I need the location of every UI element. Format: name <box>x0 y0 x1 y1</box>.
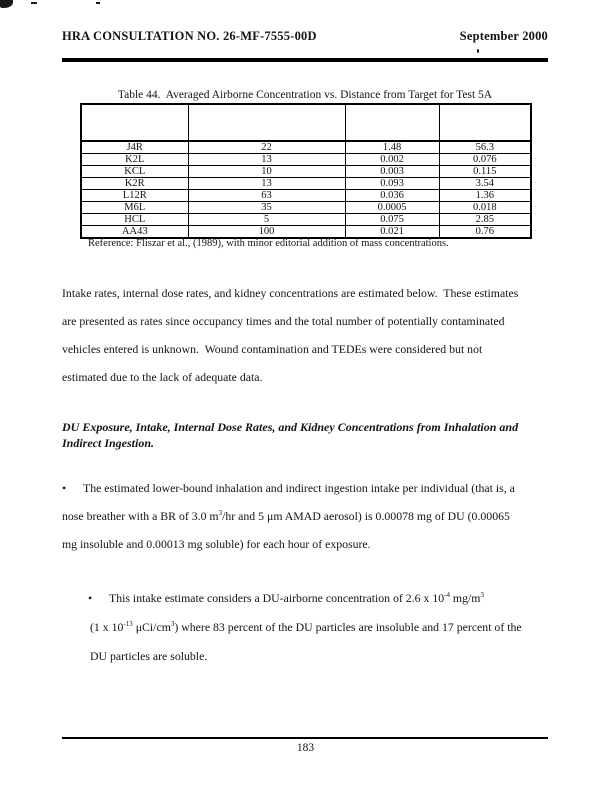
bullet-item-inhalation-intake <box>62 474 562 558</box>
table-header <box>81 104 531 141</box>
text-line: (1 x $10^{-13}$ μCi/$cm^3$) where 83 percent of the DU particles are insoluble and 17 percent of the <box>90 620 522 634</box>
table-row <box>81 190 531 202</box>
text-line: nose breather with a BR of 3.0 $m^3/hr$ and 5 μm AMAD aerosol) is 0.00078 mg of DU (0.00065 <box>62 509 510 523</box>
table-cell: J4R <box>81 141 188 154</box>
table-row <box>81 202 531 214</box>
col-header-du-mass-concentration <box>345 104 439 141</box>
paragraph-intake-rates <box>62 279 562 391</box>
bullet-icon: • <box>88 591 93 605</box>
table-row <box>81 141 531 154</box>
table-cell: 0.003 <box>345 166 439 178</box>
table-cell: KCL <box>81 166 188 178</box>
table-cell: 13 <box>188 154 345 166</box>
text-line: are presented as rates since occupancy times and the total number of potentially contaminated <box>62 314 505 328</box>
col-header-distance <box>188 104 345 141</box>
table-cell: 63 <box>188 190 345 202</box>
table-row <box>81 178 531 190</box>
report-date: September 2000 <box>459 29 548 43</box>
text-line: • The estimated lower-bound inhalation and indirect ingestion intake per individual (that is, a <box>62 474 562 502</box>
text-line: DU particles are soluble. <box>90 649 208 663</box>
table-row <box>81 214 531 226</box>
text-line: vehicles entered is unknown. Wound contamination and TEDEs were considered but not <box>62 342 483 356</box>
table-cell: 56.3 <box>439 141 531 154</box>
table-row <box>81 166 531 178</box>
table-cell: 2.85 <box>439 214 531 226</box>
table-cell: 100 <box>188 226 345 239</box>
table-row <box>81 154 531 166</box>
table-cell: L12R <box>81 190 188 202</box>
table-cell: 22 <box>188 141 345 154</box>
text-line: mg insoluble and 0.00013 mg soluble) for each hour of exposure. <box>62 537 371 551</box>
table-cell: 0.115 <box>439 166 531 178</box>
table-cell: 13 <box>188 178 345 190</box>
col-header-du-activity-concentration <box>439 104 531 141</box>
table-cell: AA43 <box>81 226 188 239</box>
scan-artifact <box>477 49 479 53</box>
text-line: DU Exposure, Intake, Internal Dose Rates, and Kidney Concentrations from Inhalation and <box>62 420 519 434</box>
table-title: Table 44. Averaged Airborne Concentration vs. Distance from Target for Test 5A <box>117 89 493 101</box>
col-header-sample-location <box>81 104 188 141</box>
table-cell: 3.54 <box>439 178 531 190</box>
table-cell: 0.075 <box>345 214 439 226</box>
bullet-icon: • <box>62 481 67 495</box>
table-cell: 0.002 <box>345 154 439 166</box>
header-rule <box>62 58 548 62</box>
table-cell: K2R <box>81 178 188 190</box>
table-cell: 0.093 <box>345 178 439 190</box>
page-number: 183 <box>296 742 315 754</box>
table-cell: HCL <box>81 214 188 226</box>
table-cell: M6L <box>81 202 188 214</box>
table-row <box>81 226 531 239</box>
table-cell: 1.48 <box>345 141 439 154</box>
text-line: estimated due to the lack of adequate data. <box>62 370 263 384</box>
text-line: • This intake estimate considers a DU-airborne concentration of 2.6 x $10^{-4}$ $mg/m^3$ <box>62 584 562 613</box>
table-reference: Reference: Fliszar et al., (1989), with minor editorial addition of mass concentrations. <box>88 238 449 249</box>
page-header <box>62 29 548 44</box>
table-cell: 10 <box>188 166 345 178</box>
section-heading <box>62 419 562 451</box>
table-cell: 5 <box>188 214 345 226</box>
table-body <box>81 141 531 238</box>
table-cell: 0.76 <box>439 226 531 239</box>
text-line: Intake rates, internal dose rates, and kidney concentrations are estimated below. These estimates <box>62 286 519 300</box>
table-cell: 1.36 <box>439 190 531 202</box>
report-number: HRA CONSULTATION NO. 26-MF-7555-00D <box>62 29 317 43</box>
airborne-concentration-table <box>80 103 532 239</box>
table-cell: 35 <box>188 202 345 214</box>
table-cell: K2L <box>81 154 188 166</box>
footer-rule <box>62 737 548 739</box>
scan-artifact <box>31 2 37 4</box>
scan-artifact <box>96 2 100 4</box>
table-cell: 0.0005 <box>345 202 439 214</box>
bullet-item-airborne-concentration <box>62 584 562 671</box>
scan-artifact <box>0 0 13 8</box>
table-cell: 0.076 <box>439 154 531 166</box>
text-line: Indirect Ingestion. <box>62 436 155 450</box>
table-cell: 0.021 <box>345 226 439 239</box>
table-cell: 0.036 <box>345 190 439 202</box>
table-cell: 0.018 <box>439 202 531 214</box>
